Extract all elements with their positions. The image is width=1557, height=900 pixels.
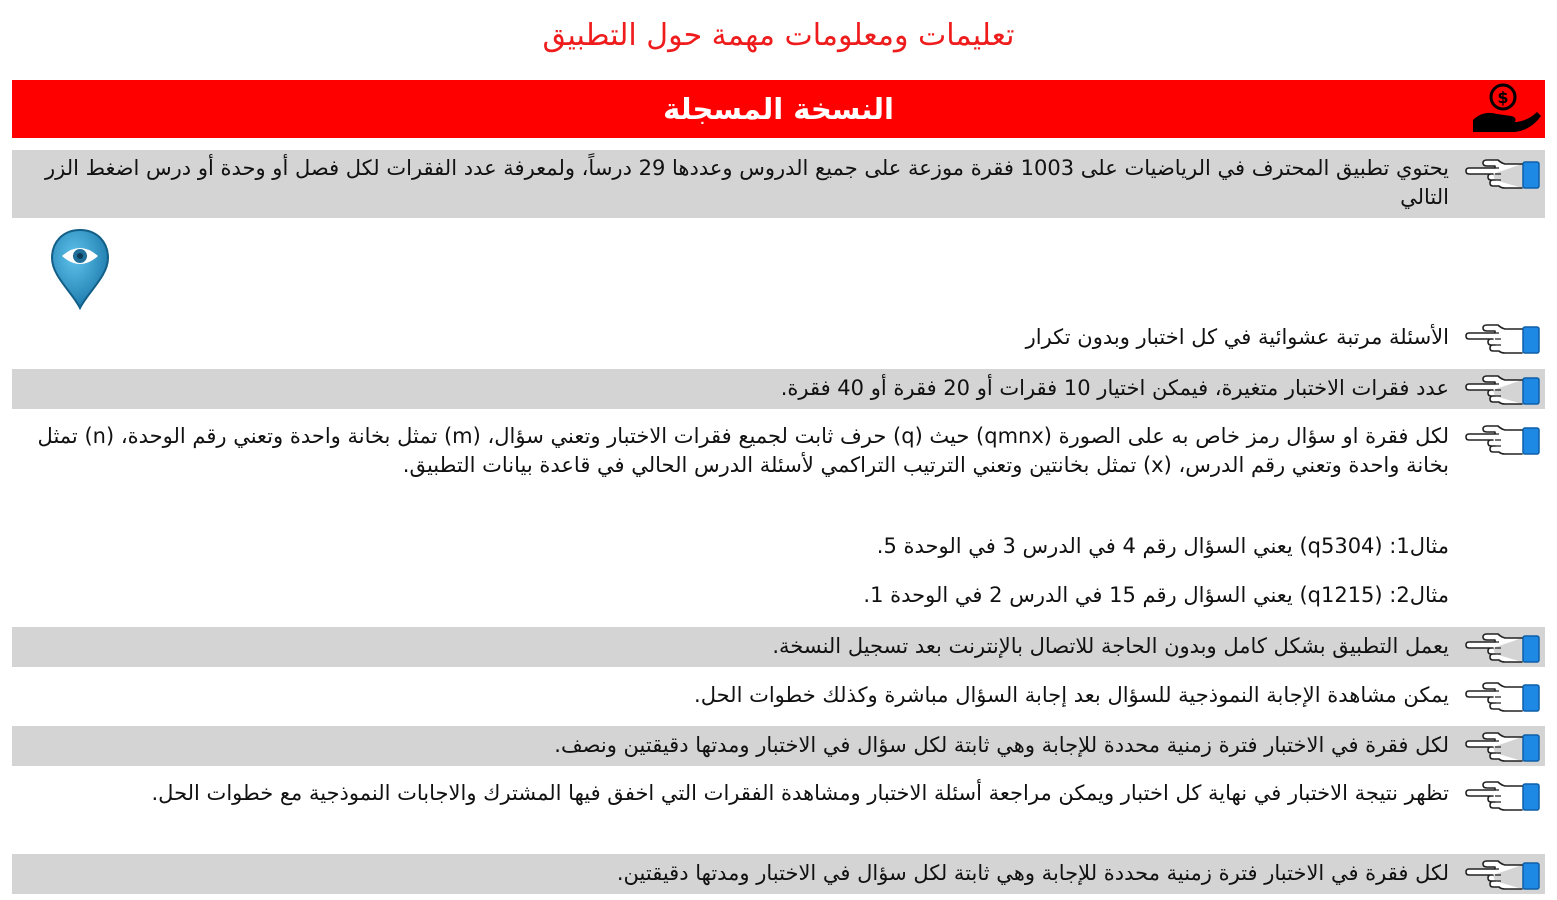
item-text: يمكن مشاهدة الإجابة النموذجية للسؤال بعد إجابة السؤال مباشرة وكذلك خطوات الحل. — [694, 683, 1449, 707]
banner-label: النسخة المسجلة — [663, 92, 894, 126]
page-title: تعليمات ومعلومات مهمة حول التطبيق — [542, 18, 1015, 53]
item-text: يحتوي تطبيق المحترف في الرياضيات على 1003 فقرة موزعة على جميع الدروس وعددها 29 درساً، ولمعرفة عدد الفقرات لكل فصل أو وحدة أو درس اضغط الزر التالي — [44, 156, 1449, 209]
pointing-hand-icon — [1465, 776, 1543, 814]
list-item — [12, 318, 1545, 358]
pointing-hand-icon — [1465, 154, 1543, 192]
item-text: الأسئلة مرتبة عشوائية في كل اختبار وبدون تكرار — [1025, 325, 1449, 349]
list-item — [12, 627, 1545, 667]
list-item — [12, 418, 1545, 618]
pointing-hand-icon — [1465, 677, 1543, 715]
list-item — [12, 726, 1545, 766]
pointing-hand-icon — [1465, 855, 1543, 893]
example-1: مثال1: (q5304) يعني السؤال رقم 4 في الدرس 3 في الوحدة 5. — [876, 534, 1449, 558]
pointing-hand-icon — [1465, 370, 1543, 408]
item-text: يعمل التطبيق بشكل كامل وبدون الحاجة للاتصال بالإنترنت بعد تسجيل النسخة. — [772, 634, 1449, 658]
list-item — [12, 775, 1545, 845]
item-text: تظهر نتيجة الاختبار في نهاية كل اختبار ويمكن مراجعة أسئلة الاختبار ومشاهدة الفقرات التي اخفق فيها المشترك والاجابات النموذجية مع خطوات الحل. — [151, 781, 1449, 805]
item-text: لكل فقرة في الاختبار فترة زمنية محددة للإجابة وهي ثابتة لكل سؤال في الاختبار ومدتها دقيقتين. — [616, 861, 1449, 885]
pointing-hand-icon — [1465, 727, 1543, 765]
list-item — [12, 369, 1545, 409]
pointing-hand-icon — [1465, 420, 1543, 458]
item-text: لكل فقرة في الاختبار فترة زمنية محددة للإجابة وهي ثابتة لكل سؤال في الاختبار ومدتها دقيقتين ونصف. — [554, 733, 1449, 757]
item-text: لكل فقرة او سؤال رمز خاص به على الصورة (qmnx) حيث (q) حرف ثابت لجميع فقرات الاختبار وتعني سؤال، (m) تمثل بخانة واحدة وتعني رقم الوحدة، (n) تمثل بخانة واحدة وتعني رقم الدرس، (x) تمثل بخانتين وتعني الترتيب التراكمي لأسئلة الدرس الحالي في قاعدة بيانات التطبيق. — [37, 424, 1449, 477]
list-item — [12, 150, 1545, 218]
pointing-hand-icon — [1465, 319, 1543, 357]
registered-version-banner[interactable] — [12, 80, 1545, 138]
list-item — [12, 854, 1545, 894]
money-hand-icon — [1471, 80, 1543, 138]
svg-text:$: $ — [1497, 88, 1509, 107]
list-item — [12, 676, 1545, 716]
pointing-hand-icon — [1465, 628, 1543, 666]
example-2: مثال2: (q1215) يعني السؤال رقم 15 في الدرس 2 في الوحدة 1. — [863, 583, 1449, 607]
item-text: عدد فقرات الاختبار متغيرة، فيمكن اختيار 10 فقرات أو 20 فقرة أو 40 فقرة. — [780, 376, 1449, 400]
eye-location-pin-icon[interactable] — [48, 228, 112, 312]
